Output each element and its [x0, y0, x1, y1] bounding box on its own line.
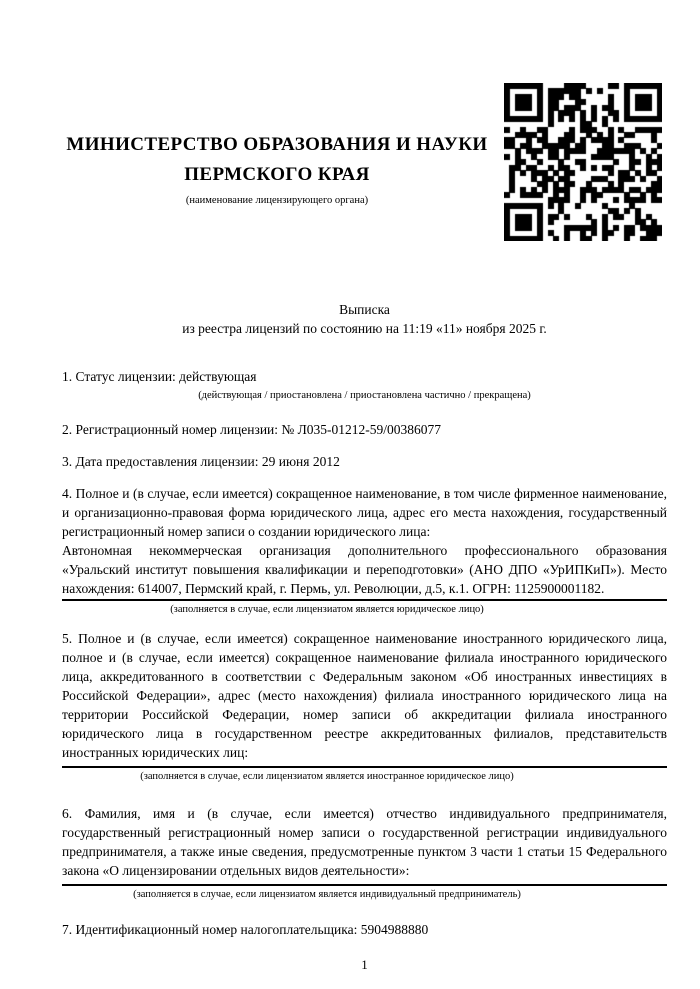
foreign-entity-item [62, 629, 667, 784]
extract-subtitle: из реестра лицензий по состоянию на 11:19 «11» ноября 2025 г. [182, 321, 547, 336]
ministry-name-line2: ПЕРМСКОГО КРАЯ [184, 164, 370, 185]
page-number: 1 [361, 957, 368, 972]
entrepreneur-hint: (заполняется в случае, если лицензиатом является индивидуальный предприниматель) [133, 889, 521, 900]
legal-entity-hint: (заполняется в случае, если лицензиатом является юридическое лицо) [170, 604, 484, 615]
document-body [62, 300, 667, 974]
fill-in-rule [62, 599, 667, 601]
foreign-entity-hint: (заполняется в случае, если лицензиатом является иностранное юридическое лицо) [140, 771, 514, 782]
license-status-hint: (действующая / приостановлена / приостановлена частично / прекращена) [198, 390, 531, 401]
foreign-entity-label: 5. Полное и (в случае, если имеется) сокращенное наименование иностранного юридического лица, полное и (в случае, если имеется) сокращенное наименование филиала иностранного юридического лица, аккредитованного в соответствии с Федеральным законом «Об иностранных инвестициях в Российской Федерации», адрес (место нахождения) филиала иностранного юридического лица на территории Российской Федерации, номер записи об аккредитации филиала иностранного юридического лица в государственном реестре аккредитованных филиалов, представительств иностранных юридических лиц: [62, 631, 667, 760]
qr-code-icon [504, 83, 662, 241]
ministry-name-line1: МИНИСТЕРСТВО ОБРАЗОВАНИЯ И НАУКИ [66, 134, 488, 155]
ministry-header [62, 130, 492, 208]
legal-entity-label: 4. Полное и (в случае, если имеется) сокращенное наименование, в том числе фирменное наименование, и организационно-правовая форма юридического лица, адрес его места нахождения, государственный регистрационный номер записи о создании юридического лица: [62, 486, 667, 539]
legal-entity-value: Автономная некоммерческая организация дополнительного профессионального образования «Уральский институт повышения квалификации и переподготовки» (АНО ДПО «УрИПКиП»). Место нахождения: 614007, Пермский край, г. Пермь, ул. Революции, д.5, к.1. ОГРН: 1125900001182. [62, 543, 667, 596]
extract-title: Выписка [339, 302, 390, 317]
license-status-item: 1. Статус лицензии: действующая [62, 369, 257, 384]
fill-in-rule [62, 884, 667, 886]
fill-in-rule [62, 766, 667, 768]
legal-entity-item [62, 484, 667, 617]
taxpayer-number-item: 7. Идентификационный номер налогоплательщика: 5904988880 [62, 922, 429, 937]
registration-number-item: 2. Регистрационный номер лицензии: № Л035-01212-59/00386077 [62, 422, 442, 437]
entrepreneur-item [62, 804, 667, 902]
entrepreneur-label: 6. Фамилия, имя и (в случае, если имеется) отчество индивидуального предпринимателя, государственный регистрационный номер записи о государственной регистрации индивидуального предпринимателя, а также иные сведения, предусмотренные пунктом 3 части 1 статьи 15 Федерального закона «О лицензировании отдельных видов деятельности»: [62, 806, 667, 878]
ministry-caption: (наименование лицензирующего органа) [185, 195, 369, 206]
grant-date-item: 3. Дата предоставления лицензии: 29 июня 2012 [62, 454, 340, 469]
